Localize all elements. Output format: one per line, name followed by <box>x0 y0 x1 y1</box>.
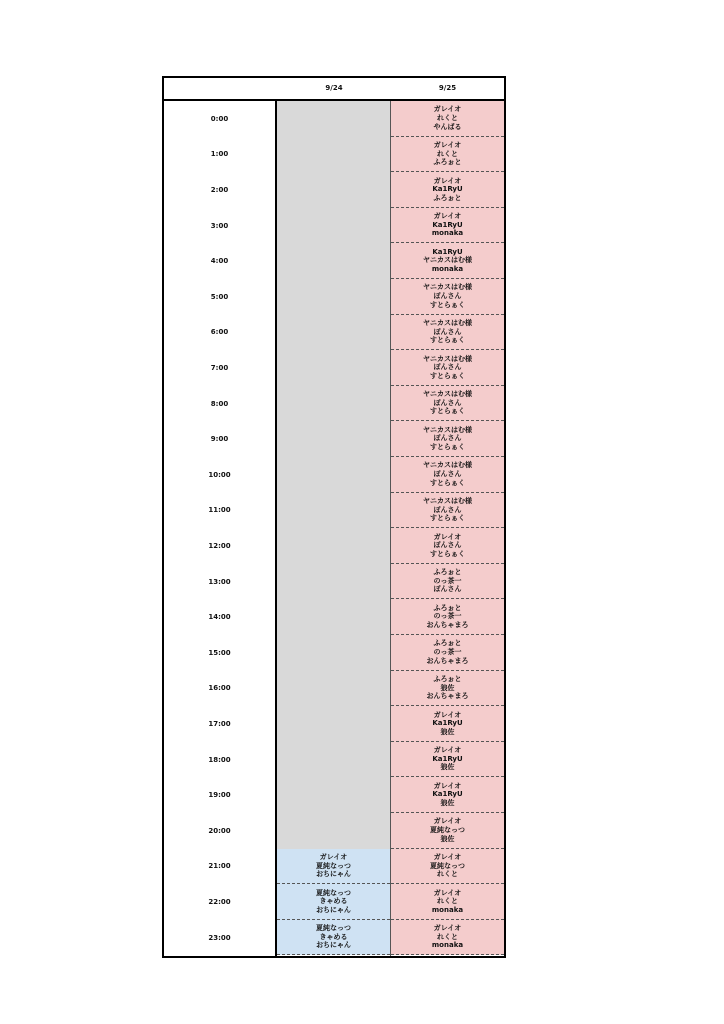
day2-slot <box>391 421 504 457</box>
day2-slot <box>391 386 504 422</box>
member-name: ぽんさん <box>433 541 462 550</box>
member-name: ぽんさん <box>433 470 462 478</box>
member-name: Ka1RyU <box>432 754 463 763</box>
member-name: monaka <box>431 941 464 950</box>
time-column <box>164 101 277 956</box>
member-name: 夏純なっつ <box>316 924 351 933</box>
time-label: 8:00 <box>210 399 229 408</box>
time-label: 22:00 <box>208 897 231 906</box>
day2-slot <box>391 172 504 208</box>
member-name: ヤニカスはむ様 <box>423 390 472 399</box>
time-label: 12:00 <box>208 541 231 550</box>
member-name: すとらぁく <box>430 442 465 451</box>
time-label: 11:00 <box>208 506 231 515</box>
member-name: れくと <box>437 870 458 879</box>
time-label: 18:00 <box>208 755 231 764</box>
day2-slot <box>391 279 504 315</box>
member-name: きゃめる <box>319 897 348 906</box>
member-name: Ka1RyU <box>432 220 463 229</box>
member-name: 夏純なっつ <box>430 826 465 834</box>
time-label: 3:00 <box>210 221 229 230</box>
day2-slot <box>391 813 504 849</box>
member-name: 狼佐 <box>440 763 455 772</box>
member-name: Ka1RyU <box>432 790 463 799</box>
day2-slot <box>391 564 504 600</box>
member-name: ふろぉと <box>433 158 462 167</box>
day2-slot <box>391 706 504 742</box>
day2-slot <box>391 849 504 885</box>
day2-slot <box>391 493 504 529</box>
member-name: ガレイオ <box>433 817 462 826</box>
member-name: ガレイオ <box>433 746 462 755</box>
member-name: 狼佐 <box>440 727 455 736</box>
time-label: 0:00 <box>210 114 229 123</box>
time-label: 19:00 <box>208 791 231 800</box>
member-name: ヤニカスはむ様 <box>423 256 472 265</box>
member-name: ヤニカスはむ様 <box>423 461 472 470</box>
member-name: monaka <box>431 229 464 238</box>
member-name: れくと <box>437 149 458 158</box>
member-name: すとらぁく <box>430 549 465 558</box>
member-name: Ka1RyU <box>432 185 463 194</box>
time-label: 6:00 <box>210 328 229 337</box>
member-name: れくと <box>437 114 458 122</box>
day1-empty-block <box>277 101 390 849</box>
day2-slot <box>391 671 504 707</box>
day2-slot <box>391 101 504 137</box>
member-name: ぽんさん <box>433 363 462 372</box>
member-name: ヤニカスはむ様 <box>423 354 472 363</box>
day2-slot <box>391 137 504 173</box>
day1-slot <box>277 920 390 956</box>
member-name: ふろぉと <box>433 603 462 612</box>
member-name: すとらぁく <box>430 371 465 380</box>
member-name: ぽんさん <box>433 434 462 443</box>
member-name: ガレイオ <box>433 924 462 933</box>
day2-column <box>391 101 504 956</box>
header-day2: 9/25 <box>438 84 457 92</box>
day2-slot <box>391 208 504 244</box>
day2-slot <box>391 315 504 351</box>
schedule-body <box>164 101 504 956</box>
time-label: 2:00 <box>210 185 229 194</box>
member-name: ガレイオ <box>433 105 462 114</box>
member-name: すとらぁく <box>430 407 465 416</box>
member-name: ふろぉと <box>433 675 462 683</box>
time-label: 21:00 <box>208 862 231 871</box>
member-name: 夏純なっつ <box>430 861 465 870</box>
member-name: monaka <box>431 264 464 273</box>
member-name: ガレイオ <box>433 853 462 861</box>
time-label: 4:00 <box>210 257 229 266</box>
header-time-cell <box>164 78 277 99</box>
day1-slot <box>277 884 390 920</box>
member-name: すとらぁく <box>430 478 465 487</box>
member-name: Ka1RyU <box>432 247 463 256</box>
member-name: おんちゃまろ <box>426 656 469 665</box>
member-name: 狼佐 <box>440 834 455 843</box>
member-name: ぽんさん <box>433 327 462 336</box>
member-name: おちにゃん <box>316 870 351 879</box>
member-name: 狼佐 <box>440 798 455 807</box>
time-label: 10:00 <box>208 470 231 479</box>
time-label: 16:00 <box>208 684 231 693</box>
time-label: 14:00 <box>208 613 231 622</box>
member-name: のっ茶一 <box>433 648 462 656</box>
day2-slot <box>391 528 504 564</box>
member-name: やんばる <box>433 122 462 131</box>
schedule-sheet <box>162 76 506 958</box>
member-name: 夏純なっつ <box>316 888 351 897</box>
member-name: ぽんさん <box>433 505 462 514</box>
member-name: れくと <box>437 897 458 906</box>
member-name: ぽんさん <box>433 398 462 407</box>
member-name: すとらぁく <box>430 300 465 309</box>
member-name: ぽんさん <box>433 585 462 594</box>
member-name: ガレイオ <box>433 141 462 149</box>
member-name: きゃめる <box>319 932 348 941</box>
member-name: ガレイオ <box>433 888 462 897</box>
time-label: 13:00 <box>208 577 231 586</box>
day2-slot <box>391 457 504 493</box>
member-name: ヤニカスはむ様 <box>423 319 472 327</box>
member-name: すとらぁく <box>430 514 465 523</box>
time-label: 9:00 <box>210 435 229 444</box>
member-name: れくと <box>437 932 458 941</box>
member-name: ふろぉと <box>433 639 462 648</box>
member-name: おんちゃまろ <box>426 620 469 629</box>
member-name: ヤニカスはむ様 <box>423 425 472 434</box>
time-label: 1:00 <box>210 150 229 159</box>
member-name: Ka1RyU <box>432 719 463 728</box>
member-name: 狼佐 <box>440 683 455 692</box>
member-name: ガレイオ <box>433 532 462 541</box>
member-name: ふろぉと <box>433 568 462 577</box>
day2-slot <box>391 350 504 386</box>
member-name: ガレイオ <box>319 853 348 861</box>
day2-slot <box>391 599 504 635</box>
day2-slot <box>391 884 504 920</box>
day1-column <box>277 101 391 956</box>
member-name: おちにゃん <box>316 905 351 914</box>
member-name: ヤニカスはむ様 <box>423 283 472 292</box>
time-label: 23:00 <box>208 933 231 942</box>
member-name: おちにゃん <box>316 941 351 950</box>
time-label: 20:00 <box>208 826 231 835</box>
day2-slot <box>391 742 504 778</box>
member-name: ぽんさん <box>433 292 462 300</box>
member-name: のっ茶一 <box>433 612 462 621</box>
time-label: 15:00 <box>208 648 231 657</box>
member-name: ガレイオ <box>433 710 462 719</box>
header-day1: 9/24 <box>325 84 343 92</box>
member-name: ふろぉと <box>433 193 462 202</box>
time-label: 5:00 <box>210 292 229 301</box>
member-name: のっ茶一 <box>433 576 462 585</box>
time-label: 17:00 <box>208 719 231 728</box>
member-name: ガレイオ <box>433 781 462 790</box>
member-name: ガレイオ <box>433 176 462 185</box>
member-name: 夏純なっつ <box>316 861 351 870</box>
member-name: monaka <box>431 905 464 914</box>
member-name: ヤニカスはむ様 <box>423 497 472 505</box>
day2-slot <box>391 243 504 279</box>
member-name: おんちゃまろ <box>426 692 469 701</box>
day2-slot <box>391 920 504 956</box>
day2-slot <box>391 635 504 671</box>
header-row <box>164 78 504 101</box>
member-name: ガレイオ <box>433 212 462 221</box>
time-label: 7:00 <box>210 363 229 372</box>
day2-slot <box>391 777 504 813</box>
day1-slot <box>277 849 390 885</box>
member-name: すとらぁく <box>430 336 465 345</box>
